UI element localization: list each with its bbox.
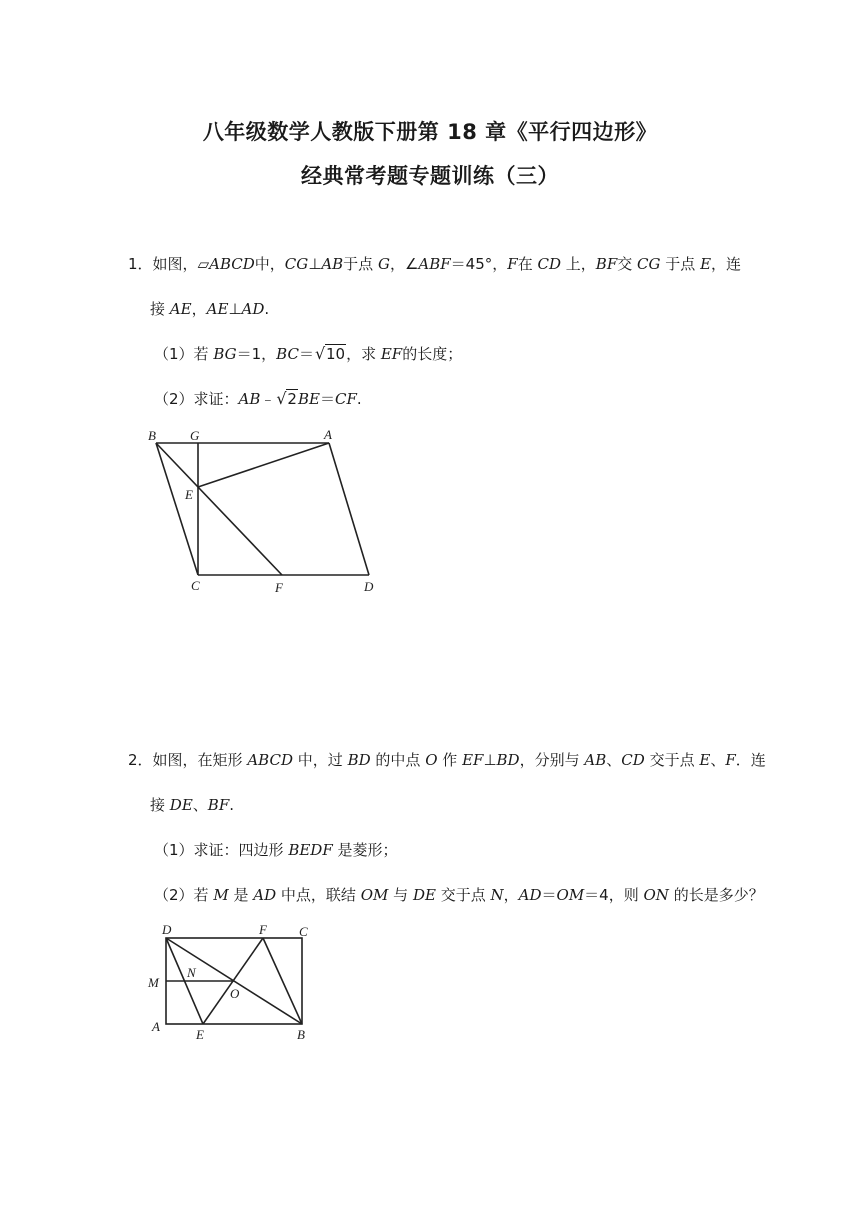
q1-line1: 1．如图，▱ABCD中，CG⊥AB于点 G，∠ABF＝45°，F在 CD 上，BF交 CG 于点 E，连 — [128, 255, 742, 273]
label-A: A — [324, 427, 332, 442]
q1-part2: （2）求证：AB﹣ √ 2BE＝CF. — [154, 389, 362, 408]
sqrt-2: √ 2 — [276, 389, 297, 408]
doc-title-line2: 经典常考题专题训练（三） — [301, 164, 559, 188]
label-O: O — [230, 986, 240, 1001]
label-A: A — [152, 1019, 160, 1034]
q1-line2: 接 AE，AE⊥AD. — [150, 300, 270, 318]
label-D: D — [364, 579, 374, 594]
sqrt-10: √ 10 — [314, 344, 346, 363]
label-F: F — [259, 922, 267, 937]
label-B: B — [148, 428, 156, 443]
label-C: C — [191, 578, 200, 593]
q2-part1: （1）求证：四边形 BEDF 是菱形； — [154, 841, 398, 859]
q1-part1: （1）若 BG＝1，BC＝ √ 10，求 EF的长度； — [154, 344, 463, 363]
label-B: B — [297, 1027, 305, 1042]
q2-part2: （2）若 M 是 AD 中点，联结 OM 与 DE 交于点 N，AD＝OM＝4，则 ON 的长是多少？ — [154, 886, 764, 904]
label-F: F — [275, 580, 283, 595]
label-N: N — [187, 965, 196, 980]
label-D: D — [162, 922, 172, 937]
q2-line1: 2．如图，在矩形 ABCD 中，过 BD 的中点 O 作 EF⊥BD，分别与 AB、CD 交于点 E、F．连 — [128, 751, 766, 769]
doc-title-line1: 八年级数学人教版下册第 18 章《平行四边形》 — [202, 120, 658, 144]
q2-line2: 接 DE、BF. — [150, 796, 235, 814]
label-E: E — [185, 487, 193, 502]
label-E: E — [196, 1027, 204, 1042]
label-C: C — [299, 924, 308, 939]
label-M: M — [148, 975, 159, 990]
label-G: G — [190, 428, 200, 443]
